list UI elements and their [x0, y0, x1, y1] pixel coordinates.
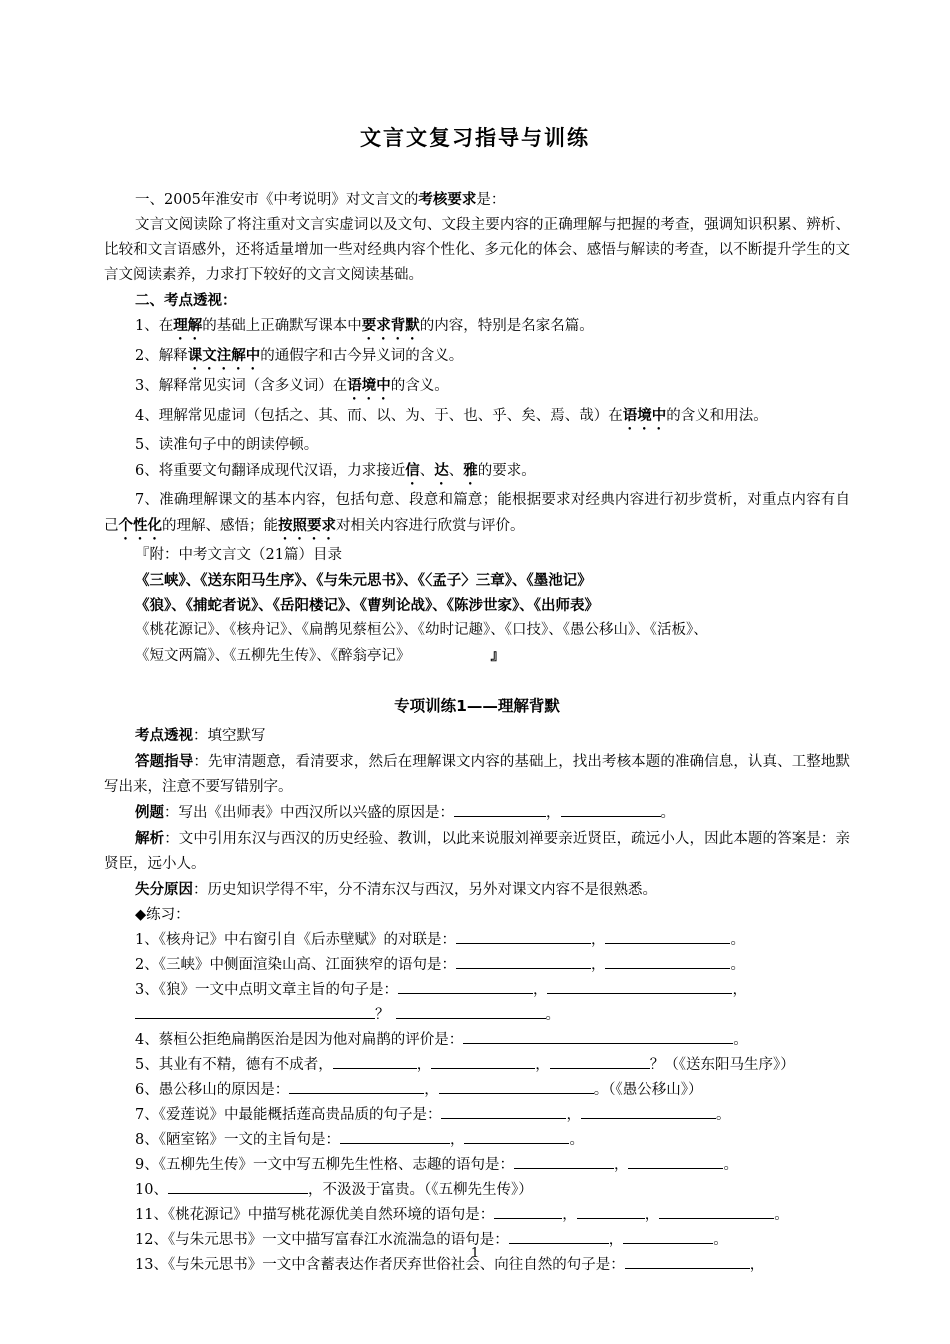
item4-b: 语境中 [622, 407, 667, 424]
item6-a: 6、将重要文句翻译成现代汉语，力求接近 [135, 463, 406, 479]
answer-blank[interactable] [464, 1129, 569, 1144]
q12-text: 12、《与朱元思书》一文中描写富春江水流湍急的语句是： [135, 1232, 509, 1248]
period: 。 [660, 805, 675, 821]
fail-label: 失分原因 [135, 881, 193, 898]
item4-a: 4、理解常见虚词（包括之、其、而、以、为、于、也、乎、矣、焉、哉）在 [135, 408, 623, 424]
comma: ， [590, 932, 606, 948]
question-6 [104, 1078, 850, 1103]
question-3-cont [104, 1003, 850, 1028]
item1-b: 理解 [173, 317, 203, 334]
item7-b: 个性化 [118, 517, 162, 534]
comma: ， [416, 1057, 432, 1073]
item3-a: 3、解释常见实词（含多义词）在 [135, 378, 348, 394]
question-9 [104, 1153, 850, 1178]
answer-blank[interactable] [454, 802, 546, 817]
question-4 [104, 1028, 850, 1053]
item2-c: 的通假字和古今异义词的含义。 [260, 348, 464, 364]
item6-s1: 、 [419, 463, 435, 479]
answer-blank[interactable] [577, 1204, 645, 1219]
q10-text: 10、 [135, 1182, 168, 1198]
q1-text: 1、《核舟记》中右窗引自《后赤壁赋》的对联是： [135, 932, 456, 948]
training-title: 专项训练1——理解背默 [394, 697, 560, 715]
example-text: ：写出《出师表》中西汉所以兴盛的原因是： [164, 805, 454, 821]
q5-text: 5、其业有不精，德有不成者， [135, 1057, 333, 1073]
appendix-line-3: 《桃花源记》、《核舟记》、《扁鹊见蔡桓公》、《幼时记趣》、《口技》、《愚公移山》、《活板》、 [135, 622, 708, 638]
answer-blank[interactable] [581, 1104, 716, 1119]
answer-blank[interactable] [509, 1229, 609, 1244]
answer-blank[interactable] [494, 1204, 562, 1219]
period: 。 [713, 1232, 728, 1248]
appendix-line-4 [104, 643, 850, 669]
question-5 [104, 1053, 850, 1078]
item7-a: 7、准确理解课文的基本内容，包括句意、段意和篇意；能根据要求对经典内容进行初步赏析，对重点内容有自己 [104, 492, 850, 534]
period: 。 [545, 1007, 560, 1023]
kaodian-item-7 [104, 488, 850, 543]
comma: ， [562, 1207, 577, 1223]
q2-text: 2、《三峡》中侧面渲染山高、江面狭窄的语句是： [135, 957, 456, 973]
answer-blank[interactable] [289, 1079, 424, 1094]
question-3 [104, 978, 850, 1003]
training-guide [104, 749, 850, 800]
item1-d: 要求背默 [361, 317, 420, 334]
kaodian-label: 考点透视 [135, 727, 193, 744]
requirements-intro [104, 187, 850, 213]
item7-e: 对相关内容进行欣赏与评价。 [336, 518, 525, 534]
period: 。 [730, 932, 745, 948]
intro-end: 是： [476, 192, 506, 208]
answer-blank[interactable] [547, 979, 732, 994]
guide-label: 答题指导 [135, 753, 194, 770]
answer-blank[interactable] [441, 1104, 566, 1119]
question-8 [104, 1128, 850, 1153]
q4-text: 4、蔡桓公拒绝扁鹊医治是因为他对扁鹊的评价是： [135, 1032, 464, 1048]
q9-text: 9、《五柳先生传》一文中写五柳先生性格、志趣的语句是： [135, 1157, 514, 1173]
item1-a: 1、在 [135, 318, 174, 334]
practice-label: ◆练习： [135, 907, 190, 923]
answer-blank[interactable] [605, 929, 730, 944]
analysis-text: ：文中引用东汉与西汉的历史经验、教训，以此来说服刘禅要亲近贤臣，疏远小人，因此本题的答案是：亲贤臣，远小人。 [104, 831, 850, 872]
q3-text: 3、《狼》一文中点明文章主旨的句子是： [135, 982, 398, 998]
fail-text: ：历史知识学得不牢，分不清东汉与西汉，另外对课文内容不是很熟悉。 [193, 882, 657, 898]
item1-e: 的内容，特别是名家名篇。 [419, 318, 594, 334]
comma: ， [535, 1057, 550, 1073]
q5-end: ？（《送东阳马生序》） [649, 1057, 795, 1073]
kaodian-text: ：填空默写 [193, 728, 266, 744]
period: 。 [733, 1032, 748, 1048]
comma: ， [566, 1107, 581, 1123]
comma: ， [732, 982, 747, 998]
kaodian-item-1 [104, 313, 850, 343]
period: 。 [774, 1207, 789, 1223]
kaodian-item-5: 5、读准句子中的朗读停顿。 [135, 437, 319, 453]
requirements-paragraph: 文言文阅读除了将注重对文言实虚词以及文句、文段主要内容的正确理解与把握的考查，强调知识积累、辨析、比较和文言语感外，还将适量增加一些对经典内容个性化、多元化的体会、感悟与解读的考查，以不断提升学生的文言文阅读素养，力求打下较好的文言文阅读基础。 [104, 217, 850, 283]
q7-text: 7、《爱莲说》中最能概括莲高贵品质的句子是： [135, 1107, 442, 1123]
answer-blank[interactable] [659, 1204, 774, 1219]
item7-d: 按照要求 [278, 517, 336, 534]
comma: ， [449, 1132, 465, 1148]
comma: ， [546, 805, 561, 821]
question-mark: ？ [375, 1007, 390, 1023]
answer-blank[interactable] [456, 929, 591, 944]
period: 。 [723, 1157, 738, 1173]
question-7 [104, 1103, 850, 1128]
comma: ， [608, 1232, 624, 1248]
answer-blank[interactable] [340, 1129, 450, 1144]
item2-b: 课文注解中 [187, 347, 261, 364]
document-body [104, 187, 850, 1278]
kaodian-item-3 [104, 373, 850, 403]
kaodian-item-2 [104, 343, 850, 373]
training-kaodian [104, 723, 850, 749]
answer-blank[interactable] [628, 1154, 723, 1169]
item4-c: 的含义和用法。 [666, 408, 768, 424]
answer-blank[interactable] [605, 954, 730, 969]
answer-blank[interactable] [456, 954, 591, 969]
intro-bold: 考核要求 [418, 191, 477, 208]
question-2 [104, 953, 850, 978]
appendix-line-4-text: 《短文两篇》、《五柳先生传》、《醉翁亭记》 [135, 648, 411, 664]
appendix-close: 』 [490, 647, 505, 664]
item7-c: 的理解、感悟；能 [162, 518, 278, 534]
q8-text: 8、《陋室铭》一文的主旨句是： [135, 1132, 340, 1148]
comma: ， [749, 1257, 765, 1273]
training-fail [104, 877, 850, 903]
comma: ， [590, 957, 606, 973]
appendix-line-1: 《三峡》、《送东阳马生序》、《与朱元思书》、《〈孟子〉三章》、《墨池记》 [135, 572, 592, 589]
answer-blank[interactable] [431, 1054, 535, 1069]
intro-text: 一、2005年淮安市《中考说明》对文言文的 [135, 192, 419, 208]
item3-b: 语境中 [347, 377, 391, 394]
kaodian-item-4 [104, 403, 850, 433]
comma: ， [644, 1207, 660, 1223]
answer-blank[interactable] [514, 1154, 614, 1169]
item1-c: 的基础上正确默写课本中 [202, 318, 362, 334]
item6-b2: 达 [434, 462, 449, 479]
appendix-line-2: 《狼》、《捕蛇者说》、《岳阳楼记》、《曹刿论战》、《陈涉世家》、《出师表》 [135, 597, 599, 614]
item3-c: 的含义。 [390, 378, 449, 394]
item6-c: 的要求。 [477, 463, 536, 479]
comma: ， [532, 982, 548, 998]
q6-text: 6、愚公移山的原因是： [135, 1082, 290, 1098]
answer-blank[interactable] [439, 1079, 594, 1094]
answer-blank[interactable] [623, 1229, 713, 1244]
item6-b3: 雅 [463, 462, 478, 479]
question-10 [104, 1178, 850, 1203]
answer-blank[interactable] [561, 802, 661, 817]
answer-blank[interactable] [398, 979, 533, 994]
training-analysis [104, 826, 850, 877]
question-1 [104, 928, 850, 953]
comma: ， [613, 1157, 629, 1173]
answer-blank[interactable] [333, 1054, 417, 1069]
period: 。 [730, 957, 745, 973]
q10-end: ，不汲汲于富贵。（《五柳先生传》） [307, 1182, 533, 1198]
question-11 [104, 1203, 850, 1228]
item2-a: 2、解释 [135, 348, 188, 364]
item6-s2: 、 [448, 463, 464, 479]
page-title: 文言文复习指导与训练 [360, 126, 590, 150]
answer-blank[interactable] [396, 1004, 546, 1019]
guide-text: ：先审清题意，看清要求，然后在理解课文内容的基础上，找出考核本题的准确信息，认真、工整地默写出来，注意不要写错别字。 [104, 754, 850, 795]
answer-blank[interactable] [550, 1054, 650, 1069]
answer-blank[interactable] [463, 1029, 733, 1044]
kaodian-heading: 二、考点透视： [135, 292, 237, 309]
comma: ， [424, 1082, 439, 1098]
appendix-heading: 『附：中考文言文（21篇）目录 [135, 547, 342, 563]
q6-end: 。（《愚公移山》） [593, 1082, 703, 1098]
page-number: 1 [470, 1246, 480, 1261]
kaodian-item-6 [104, 458, 850, 488]
example-label: 例题 [135, 804, 164, 821]
answer-blank[interactable] [168, 1179, 308, 1194]
training-example [104, 800, 850, 826]
q11-text: 11、《桃花源记》中描写桃花源优美自然环境的语句是： [135, 1207, 495, 1223]
item6-b1: 信 [405, 462, 420, 479]
q13-text: 13、《与朱元思书》一文中含蓄表达作者厌弃世俗社会、向往自然的句子是： [135, 1257, 625, 1273]
answer-blank[interactable] [135, 1004, 375, 1019]
period: 。 [715, 1107, 731, 1123]
period: 。 [569, 1132, 584, 1148]
analysis-label: 解析 [135, 830, 165, 847]
